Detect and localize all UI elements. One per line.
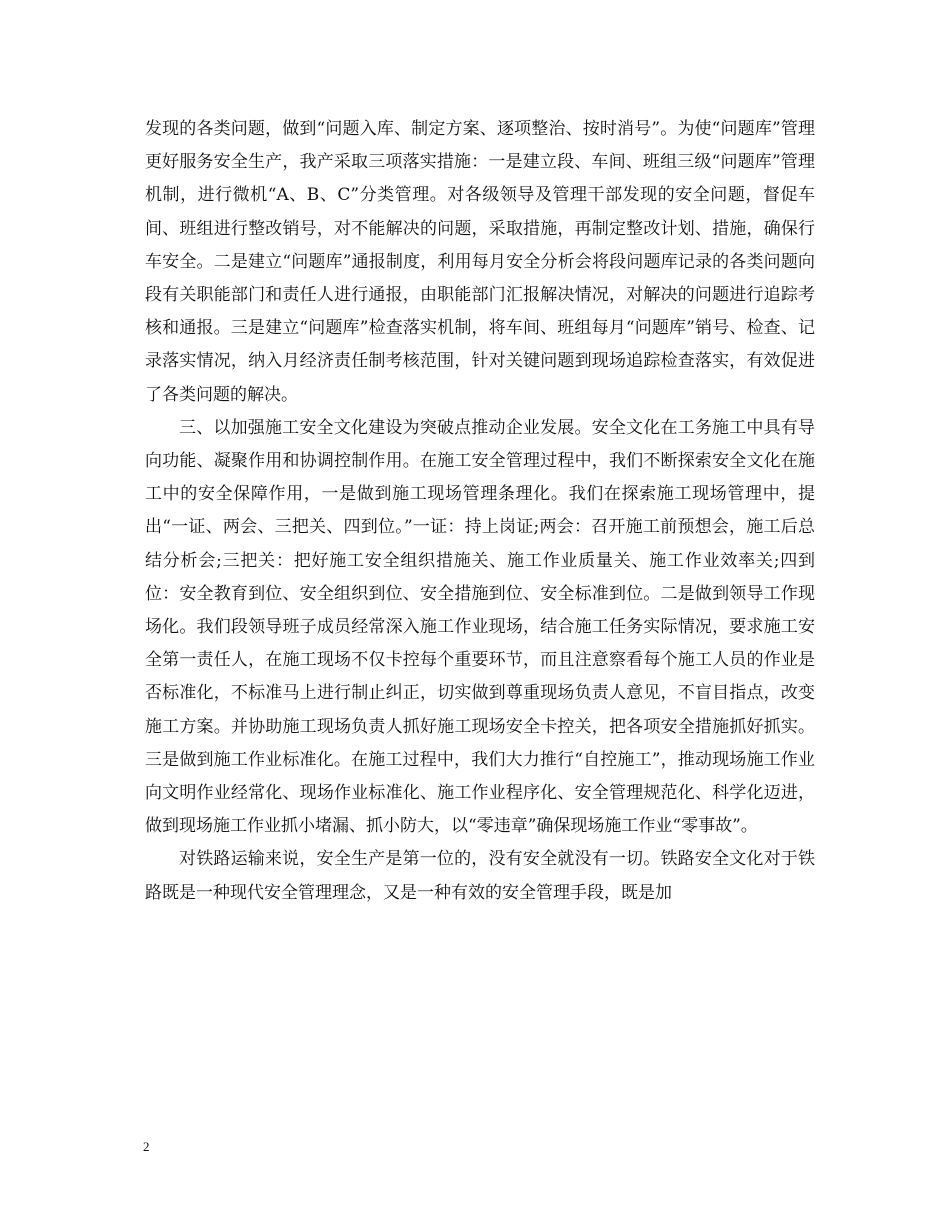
body-text [145, 113, 815, 910]
paragraph-construction-safety-culture: 三、以加强施工安全文化建设为突破点推动企业发展。安全文化在工务施工中具有导向功能、凝聚作用和协调控制作用。在施工安全管理过程中，我们不断探索安全文化在施工中的安全保障作用，一是做到施工现场管理条理化。我们在探索施工现场管理中，提出“一证、两会、三把关、四到位。”一证：持上岗证;两会：召开施工前预想会，施工后总结分析会;三把关：把好施工安全组织措施关、施工作业质量关、施工作业效率关;四到位：安全教育到位、安全组织到位、安全措施到位、安全标准到位。二是做到领导工作现场化。我们段领导班子成员经常深入施工作业现场，结合施工任务实际情况，要求施工安全第一责任人，在施工现场不仅卡控每个重要环节，而且注意察看每个施工人员的作业是否标准化，不标准马上进行制止纠正，切实做到尊重现场负责人意见，不盲目指点，改变施工方案。并协助施工现场负责人抓好施工现场安全卡控关，把各项安全措施抓好抓实。三是做到施工作业标准化。在施工过程中，我们大力推行“自控施工”，推动现场施工作业向文明作业经常化、现场作业标准化、施工作业程序化、安全管理规范化、科学化迈进，做到现场施工作业抓小堵漏、抓小防大，以“零违章”确保现场施工作业“零事故”。 [145, 417, 815, 837]
paragraph-railway-safety: 对铁路运输来说，安全生产是第一位的，没有安全就没有一切。铁路安全文化对于铁路既是一种现代安全管理理念，又是一种有效的安全管理手段，既是加 [145, 849, 815, 903]
page-number: 2 [143, 1139, 150, 1154]
paragraph-problem-library: 发现的各类问题，做到“问题入库、制定方案、逐项整治、按时消号”。为使“问题库”管理更好服务安全生产，我产采取三项落实措施：一是建立段、车间、班组三级“问题库”管理机制，进行微机“A、B、C”分类管理。对各级领导及管理干部发现的安全问题，督促车间、班组进行整改销号，对不能解决的问题，采取措施，再制定整改计划、措施，确保行车安全。二是建立“问题库”通报制度，利用每月安全分析会将段问题库记录的各类问题向段有关职能部门和责任人进行通报，由职能部门汇报解决情况，对解决的问题进行追踪考核和通报。三是建立“问题库”检查落实机制，将车间、班组每月“问题库”销号、检查、记录落实情况，纳入月经济责任制考核范围，针对关键问题到现场追踪检查落实，有效促进了各类问题的解决。 [145, 119, 815, 405]
